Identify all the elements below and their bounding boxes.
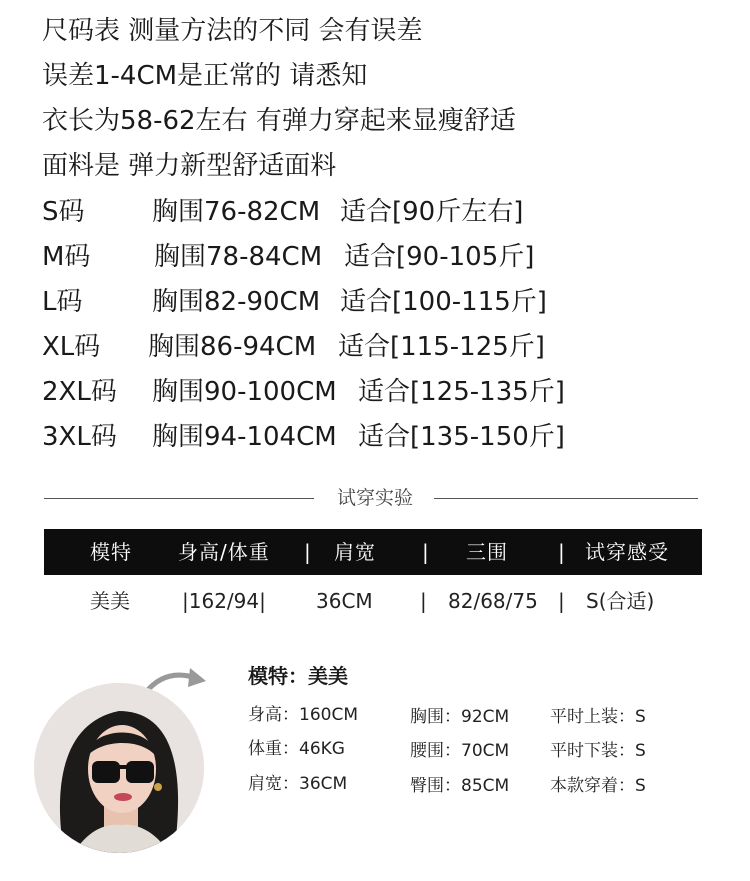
size-label: S码 [42, 197, 85, 227]
header-separator: | [558, 540, 566, 564]
trial-section-title [0, 485, 750, 511]
intro-line-4: 面料是 弹力新型舒适面料 [42, 151, 337, 181]
stat-waist: 腰围：70CM [410, 741, 510, 761]
size-label: 3XL码 [42, 422, 117, 452]
size-bust: 胸围76-82CM [152, 197, 321, 227]
size-fit: 适合[90-105斤] [344, 242, 535, 272]
cell-model: 美美 [90, 589, 130, 613]
cell-separator: | [420, 589, 427, 613]
header-separator: | [422, 540, 430, 564]
intro-line-1: 尺码表 测量方法的不同 会有误差 [42, 16, 423, 46]
header-measurements: 三围 [466, 540, 508, 564]
size-bust: 胸围94-104CM [152, 422, 337, 452]
header-fit-feedback: 试穿感受 [585, 540, 669, 564]
cell-separator: | [558, 589, 565, 613]
trial-section-title-text: 试穿实验 [327, 487, 423, 509]
size-label: 2XL码 [42, 377, 117, 407]
size-bust: 胸围90-100CM [152, 377, 337, 407]
size-fit: 适合[115-125斤] [338, 332, 545, 362]
stat-bust: 胸围：92CM [410, 707, 510, 727]
size-fit: 适合[90斤左右] [340, 197, 524, 227]
trial-table-header [44, 529, 702, 575]
stat-weight: 体重：46KG [248, 739, 345, 759]
intro-line-3: 衣长为58-62左右 有弹力穿起来显瘦舒适 [42, 106, 516, 136]
stat-height: 身高：160CM [248, 705, 358, 725]
header-separator: | [304, 540, 312, 564]
size-bust: 胸围78-84CM [154, 242, 323, 272]
cell-shoulder: 36CM [316, 589, 373, 613]
cell-fit-feedback: S(合适) [586, 589, 655, 613]
stat-usual-bottom-size: 平时下装：S [550, 741, 646, 761]
intro-line-2: 误差1-4CM是正常的 请悉知 [42, 61, 368, 91]
header-model: 模特 [90, 540, 132, 564]
stat-shoulder: 肩宽：36CM [248, 774, 348, 794]
model-avatar [34, 683, 204, 853]
size-bust: 胸围86-94CM [148, 332, 317, 362]
cell-measurements: 82/68/75 [448, 589, 538, 613]
model-portrait-image [34, 683, 204, 853]
size-label: XL码 [42, 332, 101, 362]
stat-worn-size: 本款穿着：S [550, 776, 646, 796]
header-height-weight: 身高/体重 [178, 540, 270, 564]
header-shoulder: 肩宽 [334, 540, 376, 564]
model-name-title: 模特：美美 [248, 664, 348, 688]
size-label: L码 [42, 287, 83, 317]
size-label: M码 [42, 242, 91, 272]
stat-usual-top-size: 平时上装：S [550, 707, 646, 727]
size-fit: 适合[125-135斤] [358, 377, 565, 407]
stat-hip: 臀围：85CM [410, 776, 510, 796]
size-fit: 适合[100-115斤] [340, 287, 547, 317]
size-bust: 胸围82-90CM [152, 287, 321, 317]
cell-height-weight: |162/94| [182, 589, 266, 613]
size-fit: 适合[135-150斤] [358, 422, 565, 452]
